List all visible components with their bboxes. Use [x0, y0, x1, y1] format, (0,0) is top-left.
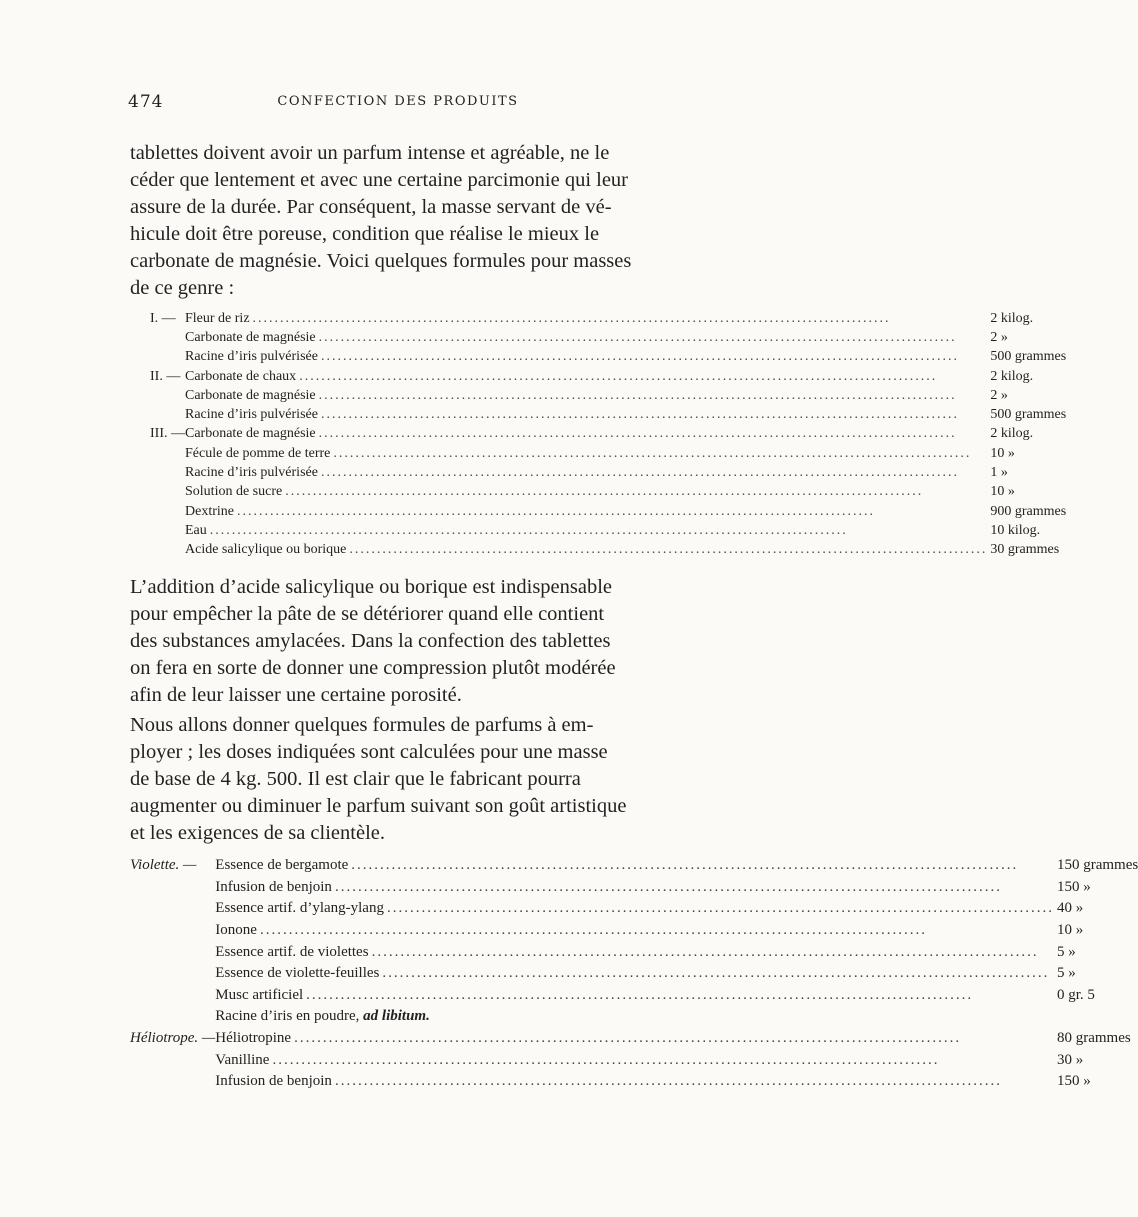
dot-leader [272, 1052, 1054, 1069]
ingredient-quantity: 80 grammes [1056, 1030, 1131, 1047]
perfume-row [130, 898, 1138, 920]
ingredient-name: Infusion de benjoin [215, 1073, 332, 1090]
ingredient-name: Essence artif. de violettes [215, 943, 369, 960]
formula-number [150, 483, 185, 502]
ingredient-quantity: 2 » [990, 387, 1008, 403]
perfume-name: Violette. — [130, 857, 197, 874]
ingredient-quantity: 10 » [990, 484, 1015, 500]
perfume-row [130, 855, 1138, 877]
ingredient-name: Carbonate de chaux [185, 368, 297, 384]
ingredient-quantity: 500 grammes [990, 407, 1067, 423]
dot-leader [349, 542, 987, 558]
perfume-name [130, 963, 215, 985]
ingredient-name: Eau [185, 522, 207, 538]
dot-leader [319, 426, 988, 442]
perfume-name [130, 1071, 215, 1093]
dot-leader [351, 857, 1054, 874]
formula-number [150, 502, 185, 521]
perfume-row [130, 985, 1138, 1007]
formula-number [150, 444, 185, 463]
ingredient-name: Essence artif. d’ylang-ylang [215, 900, 384, 917]
ingredient-quantity: 5 » [1056, 943, 1076, 960]
formula-number [150, 463, 185, 482]
ingredient-quantity: 30 » [1056, 1051, 1084, 1068]
formula-row [150, 328, 1066, 347]
ingredient-name: Racine d’iris pulvérisée [185, 407, 318, 423]
page-header [128, 92, 668, 114]
ingredient-name: Acide salicylique ou borique [185, 542, 347, 558]
ingredient-quantity: 10 » [990, 445, 1015, 461]
running-title: CONFECTION DES PRODUITS [277, 94, 519, 109]
perfume-row [130, 877, 1138, 899]
dot-leader [294, 1030, 1054, 1047]
perfume-formulas-table [130, 855, 1138, 1093]
dot-leader [333, 446, 987, 462]
perfume-name [130, 877, 215, 899]
perfume-row [130, 963, 1138, 985]
ingredient-name: Carbonate de magnésie [185, 387, 316, 403]
formula-number [150, 541, 185, 560]
ingredient-quantity: 150 » [1056, 1073, 1091, 1090]
formula-number: II. — [150, 368, 181, 384]
formula-number [150, 521, 185, 540]
ingredient-name: Infusion de benjoin [215, 878, 332, 895]
ingredient-name: Racine d’iris pulvérisée [185, 349, 318, 365]
perfume-name [130, 941, 215, 963]
formula-number: I. — [150, 310, 176, 326]
dot-leader [299, 369, 987, 385]
formula-row [150, 444, 1066, 463]
dot-leader [285, 484, 987, 500]
ingredient-name: Ionone [215, 922, 257, 939]
formula-row [150, 405, 1066, 424]
ingredient-quantity: 2 kilog. [990, 368, 1034, 384]
dot-leader [237, 504, 987, 520]
ingredient-quantity: 2 kilog. [990, 310, 1034, 326]
ingredient-name: Carbonate de magnésie [185, 329, 316, 345]
dot-leader [319, 330, 988, 346]
formula-row [150, 348, 1066, 367]
perfume-row [130, 1071, 1138, 1093]
dot-leader [210, 523, 988, 539]
perfume-name [130, 920, 215, 942]
perfume-row [130, 920, 1138, 942]
formula-number [150, 386, 185, 405]
ingredient-name: Essence de violette-feuilles [215, 965, 380, 982]
ingredient-name: Racine d’iris pulvérisée [185, 465, 318, 481]
dot-leader [382, 965, 1054, 982]
ingredient-name: Dextrine [185, 503, 234, 519]
ingredient-quantity: 10 » [1056, 922, 1084, 939]
dot-leader [372, 944, 1054, 961]
paragraph-intro: tablettes doivent avoir un parfum intense et agréable, ne le céder que lentement et avec une certaine parcimonie qui leur assure de la durée. Par conséquent, la masse servant de vé- hicule doit être poreuse, condition que réalise le mieux le carbonate de magnésie. Voici quelques formules pour masses de ce genre : [130, 142, 632, 300]
formula-row [150, 386, 1066, 405]
dot-leader [319, 388, 988, 404]
dot-leader [387, 900, 1054, 917]
dot-leader [321, 407, 987, 423]
ingredient-name: Héliotropine [215, 1030, 292, 1047]
page-number: 474 [128, 92, 164, 112]
ingredient-quantity: 0 gr. 5 [1056, 986, 1095, 1003]
formula-number [150, 348, 185, 367]
ingredient-quantity: 5 » [1056, 965, 1076, 982]
formula-row [150, 521, 1066, 540]
dot-leader [321, 349, 987, 365]
ingredient-quantity: 150 grammes [1056, 857, 1138, 874]
paragraph-perfumes: Nous allons donner quelques formules de parfums à em- ployer ; les doses indiquées sont calculées pour une masse de base de 4 kg. 500. Il est clair que le fabricant pourra augmenter ou diminuer le parfum suivant son goût artistique et les exigences de sa clientèle. [130, 714, 627, 845]
ingredient-quantity: 500 grammes [990, 349, 1067, 365]
ingredient-quantity: 1 » [990, 465, 1008, 481]
ingredient-quantity: 2 » [990, 329, 1008, 345]
note-emphasis: ad libitum. [363, 1008, 430, 1025]
perfume-row [130, 941, 1138, 963]
ingredient-name: Solution de sucre [185, 484, 283, 500]
perfume-name: Héliotrope. — [130, 1030, 216, 1047]
formula-row [150, 463, 1066, 482]
mass-formulas-table [150, 309, 1066, 560]
formula-number: III. — [150, 426, 185, 442]
dot-leader [253, 311, 988, 327]
ingredient-name: Musc artificiel [215, 986, 304, 1003]
dot-leader [260, 922, 1054, 939]
paragraph-acid: L’addition d’acide salicylique ou borique est indispensable pour empêcher la pâte de se détériorer quand elle contient des substances amylacées. Dans la confection des tablettes on fera en sorte de donner une compression plutôt modérée afin de leur laisser une certaine porosité. [130, 576, 616, 707]
ingredient-quantity: 2 kilog. [990, 426, 1034, 442]
formula-row [150, 425, 1066, 444]
ingredient-name: Carbonate de magnésie [185, 426, 316, 442]
dot-leader [335, 1073, 1054, 1090]
formula-number [150, 405, 185, 424]
formula-row [150, 502, 1066, 521]
formula-row [150, 309, 1066, 328]
perfume-name [130, 898, 215, 920]
ingredient-quantity: 30 grammes [990, 542, 1060, 558]
perfume-name [130, 1049, 215, 1071]
dot-leader [321, 465, 987, 481]
ingredient-quantity: 10 kilog. [990, 522, 1041, 538]
ingredient-name: Vanilline [215, 1051, 270, 1068]
perfume-name [130, 985, 215, 1007]
perfume-note-row [130, 1006, 1138, 1028]
ingredient-name: Essence de bergamote [215, 857, 349, 874]
ingredient-name: Fleur de riz [185, 310, 250, 326]
formula-row [150, 541, 1066, 560]
formula-row [150, 367, 1066, 386]
dot-leader [306, 987, 1054, 1004]
dot-leader [335, 879, 1054, 896]
ingredient-quantity: 150 » [1056, 878, 1091, 895]
ingredient-quantity: 40 » [1056, 900, 1084, 917]
note-text: Racine d’iris en poudre, [215, 1008, 364, 1025]
perfume-row [130, 1028, 1138, 1050]
ingredient-name: Fécule de pomme de terre [185, 445, 331, 461]
formula-row [150, 483, 1066, 502]
ingredient-quantity: 900 grammes [990, 503, 1067, 519]
perfume-row [130, 1049, 1138, 1071]
formula-number [150, 328, 185, 347]
